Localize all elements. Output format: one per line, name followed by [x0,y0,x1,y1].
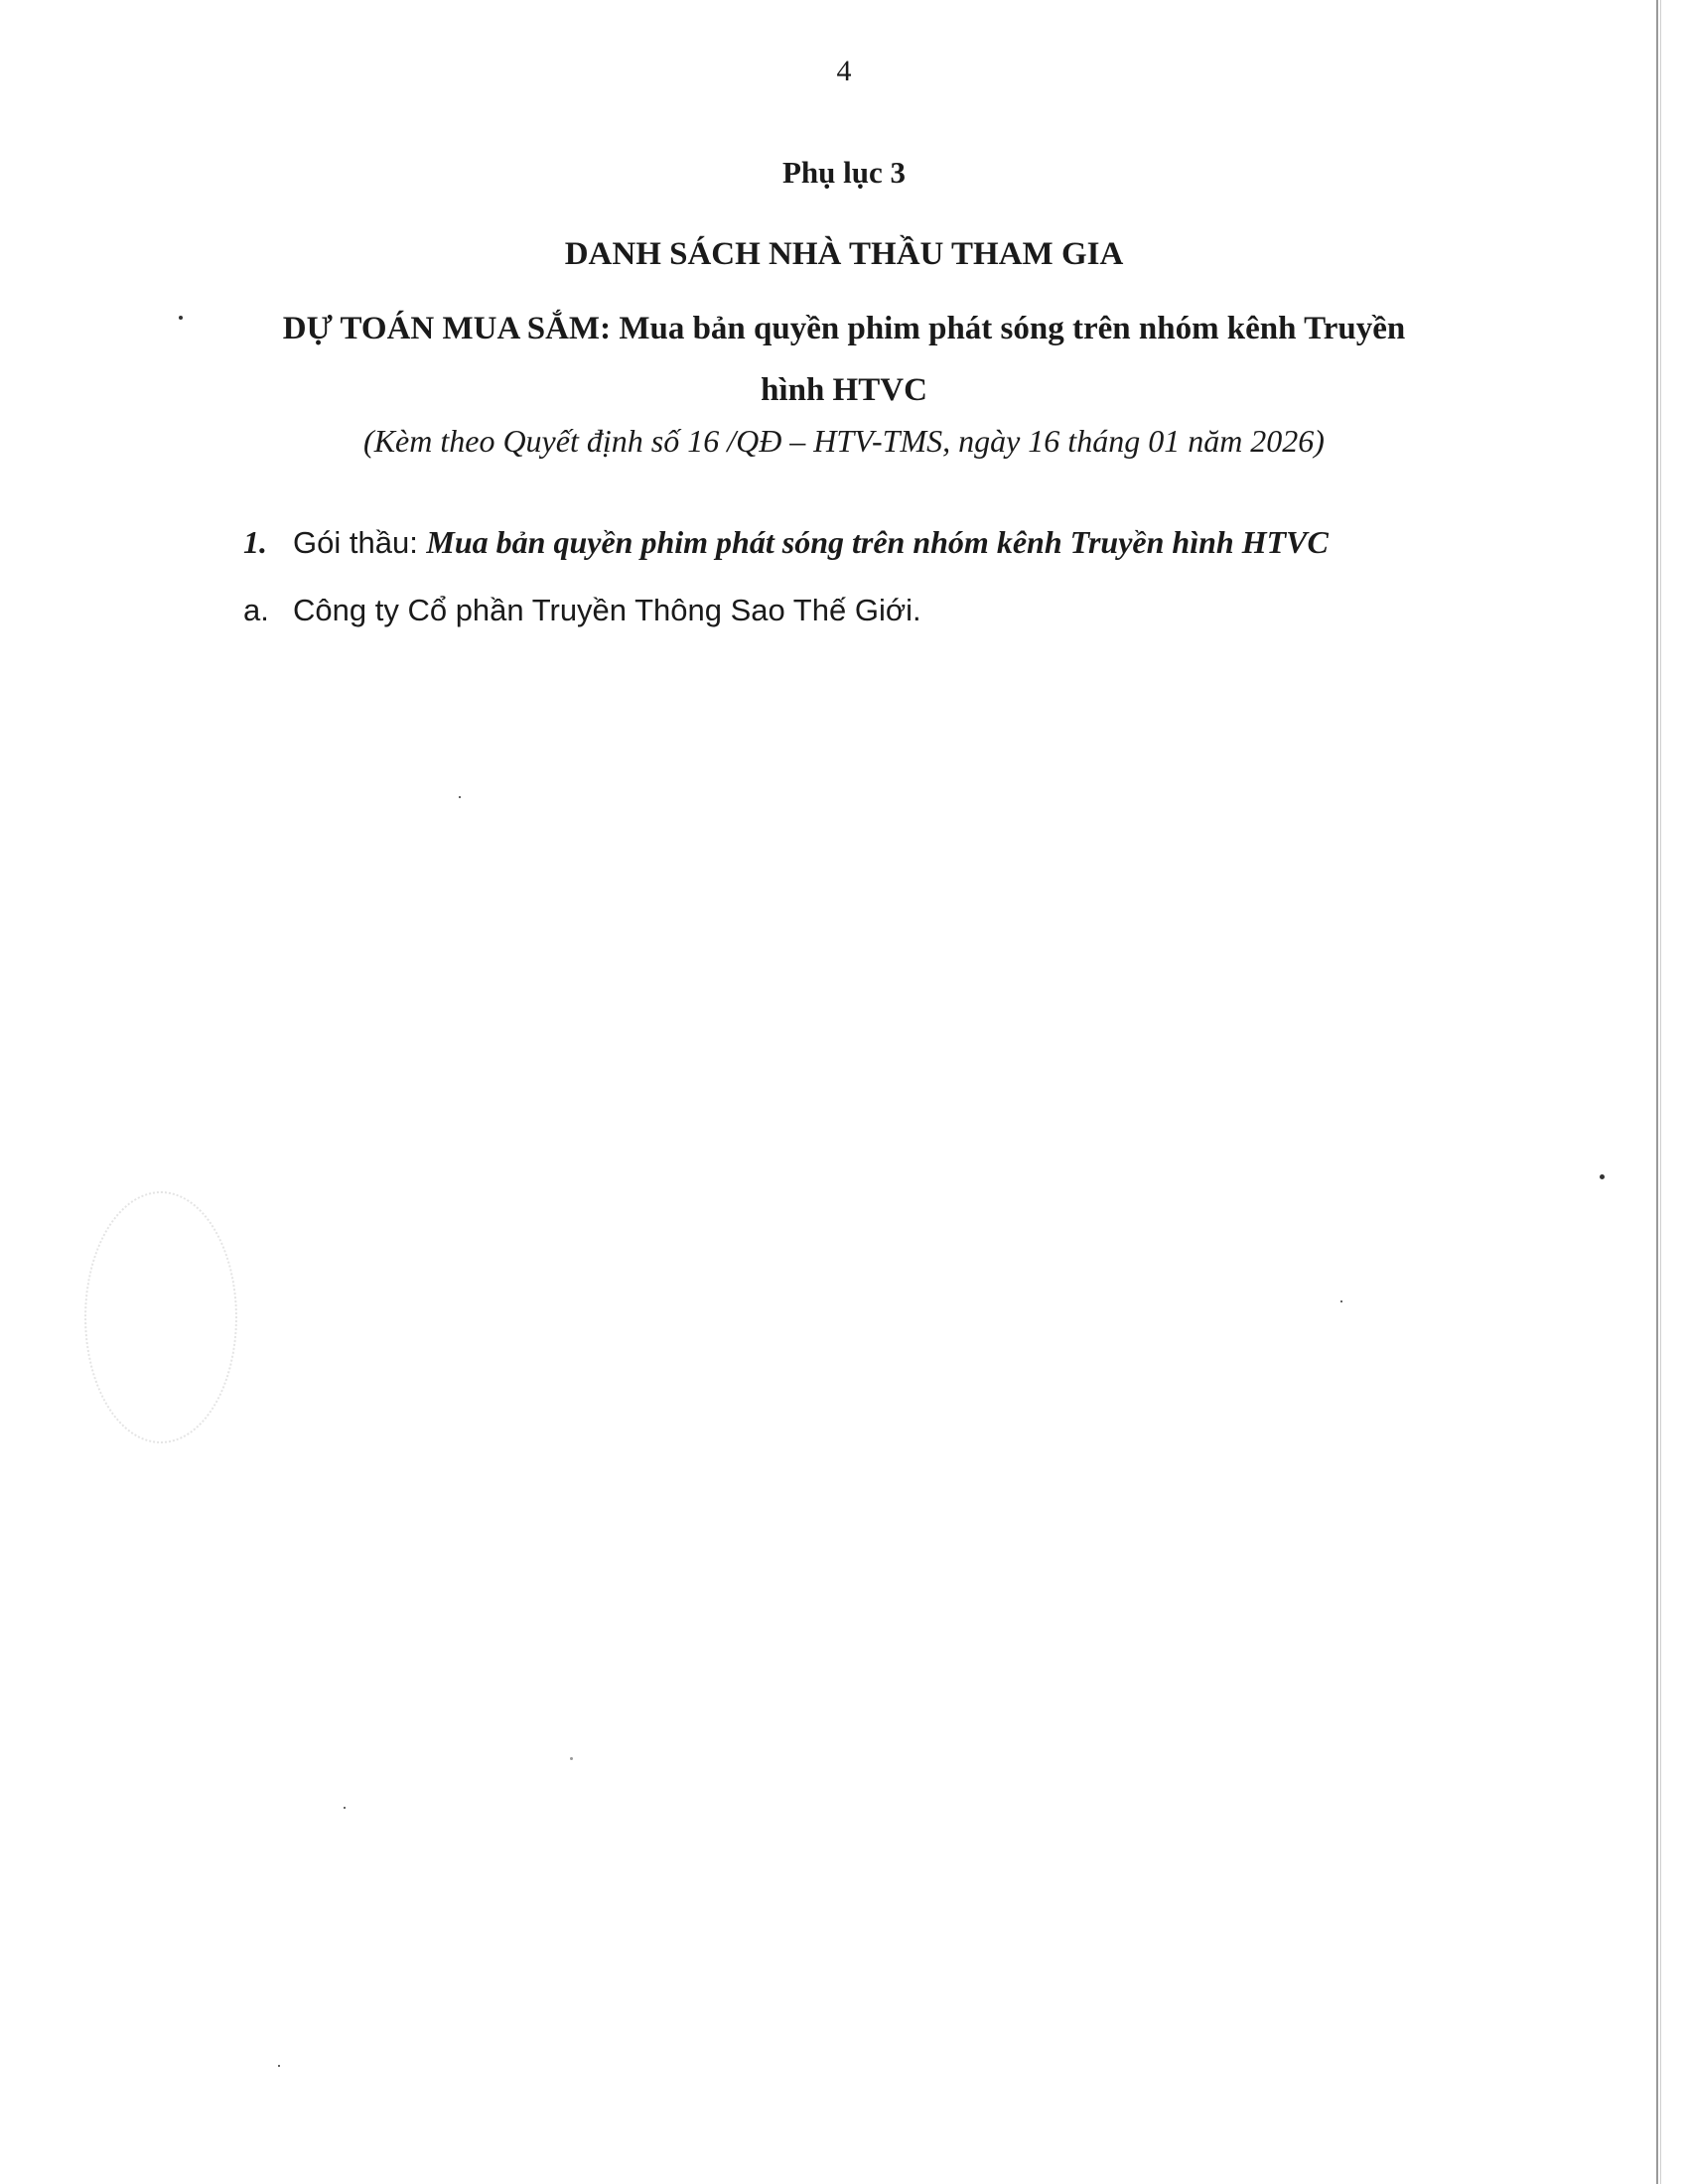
scan-edge-line [1656,0,1658,2184]
decision-note-part2: /QĐ – HTV-TMS, ngày [719,423,1029,459]
item-label: Gói thầu: [293,525,427,560]
scan-speck [278,2065,280,2067]
decision-day: 16 [1028,423,1060,459]
scan-speck [459,796,461,798]
page-number: 4 [836,55,852,87]
appendix-title: Phụ lục 3 [781,155,907,190]
scan-speck [344,1807,346,1809]
decision-note [0,423,1688,460]
sub-list-item [243,593,921,628]
item-number: 1. [243,524,267,560]
decision-month: 01 [1148,423,1181,459]
faint-stamp-impression [84,1191,237,1443]
decision-note-part1: (Kèm theo Quyết định số [363,423,688,459]
decision-note-part3: tháng [1059,423,1149,459]
decision-note-part4: năm 2026) [1180,423,1325,459]
decision-number: 16 [687,423,720,459]
scan-edge-line-secondary [1660,0,1661,2184]
sub-item-mark: a. [243,593,269,627]
project-name: Mua bản quyền phim phát sóng trên nhóm kênh Truyền hình HTVC [611,311,1406,408]
item-value: Mua bản quyền phim phát sóng trên nhóm kênh Truyền hình HTVC [426,524,1329,560]
sub-item-text: Công ty Cổ phần Truyền Thông Sao Thế Giới. [293,593,921,627]
list-item [243,524,1329,561]
scan-speck [570,1757,573,1760]
list-title: DANH SÁCH NHÀ THẦU THAM GIA [564,236,1124,272]
project-prefix: DỰ TOÁN MUA SẮM: [282,311,612,346]
project-title [268,298,1420,421]
scan-speck [1340,1300,1342,1302]
scan-speck [179,316,183,320]
scan-speck [1600,1174,1605,1179]
